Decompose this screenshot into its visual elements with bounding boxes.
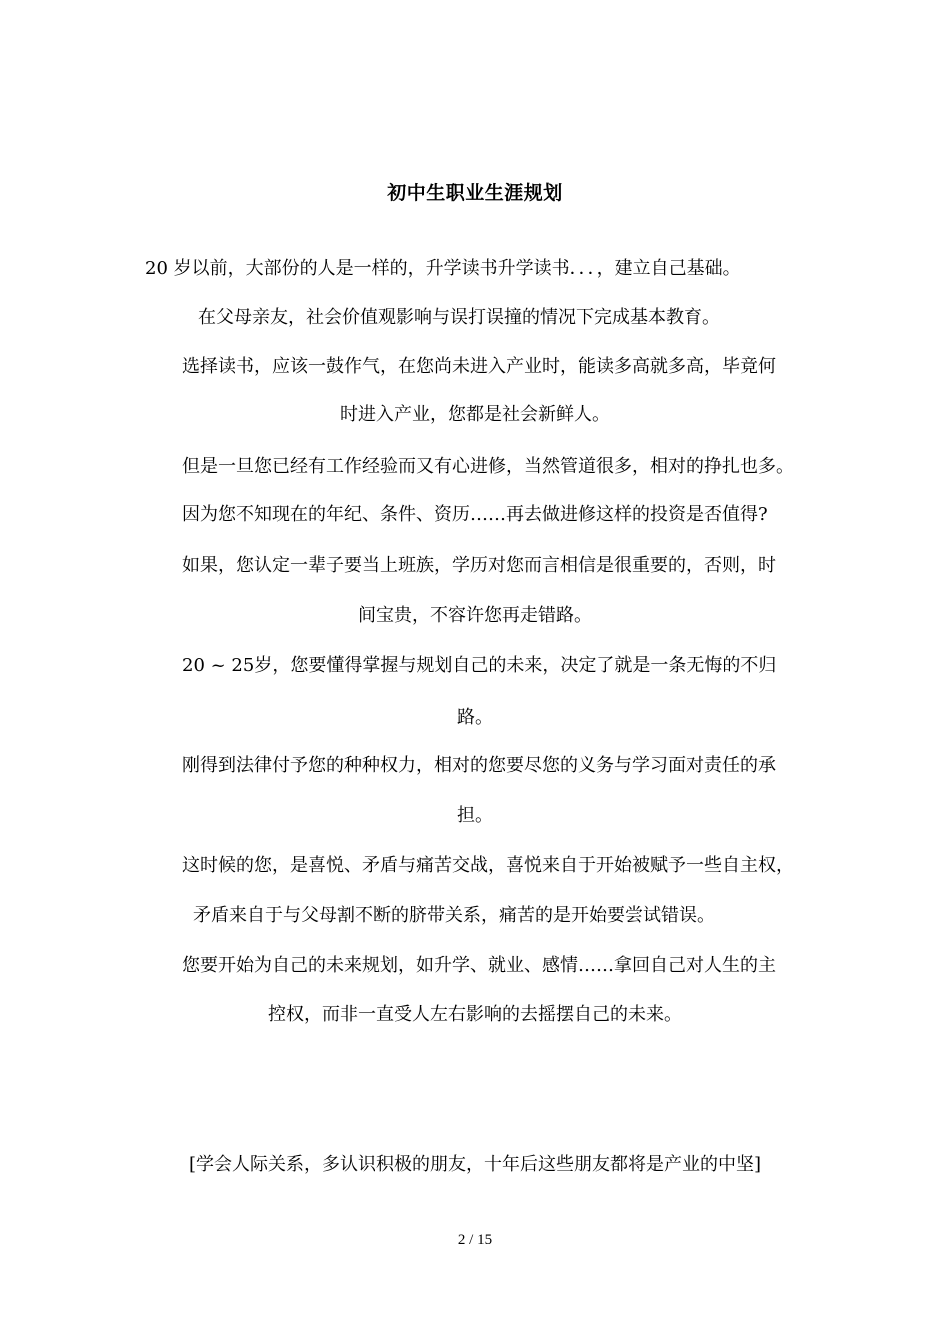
paragraph-line: 路。 xyxy=(457,707,493,728)
paragraph-line: 在父母亲友，社会价值观影响与误打误撞的情况下完成基本教育。 xyxy=(198,307,720,328)
paragraph-line: 因为您不知现在的年纪、条件、资历……再去做进修这样的投资是否值得? xyxy=(182,504,768,525)
page-number: 2 / 15 xyxy=(457,1232,493,1248)
paragraph-line: 这时候的您，是喜悦、矛盾与痛苦交战，喜悦来自于开始被赋予一些自主权， xyxy=(182,855,794,876)
page-title: 初中生职业生涯规划 xyxy=(387,182,563,204)
paragraph-line: 矛盾来自于与父母割不断的脐带关系，痛苦的是开始要尝试错误。 xyxy=(193,905,715,926)
paragraph-line: 时进入产业，您都是社会新鲜人。 xyxy=(340,404,610,425)
paragraph-line: 刚得到法律付予您的种种权力，相对的您要尽您的义务与学习面对责任的承 xyxy=(182,755,776,776)
paragraph-line: 控权，而非一直受人左右影响的去摇摆自己的未来。 xyxy=(268,1004,682,1025)
footer-note: [学会人际关系，多认识积极的朋友，十年后这些朋友都将是产业的中坚] xyxy=(188,1154,762,1175)
paragraph-line: 20 ~ 25岁，您要懂得掌握与规划自己的未来，决定了就是一条无悔的不归 xyxy=(182,655,777,676)
paragraph-line: 间宝贵，不容许您再走错路。 xyxy=(358,605,592,626)
paragraph-line: 选择读书，应该一鼓作气，在您尚未进入产业时，能读多高就多高，毕竟何 xyxy=(182,356,776,377)
paragraph-line: 如果，您认定一辈子要当上班族，学历对您而言相信是很重要的，否则，时 xyxy=(182,555,776,576)
paragraph-line: 担。 xyxy=(457,805,493,826)
paragraph-line: 您要开始为自己的未来规划，如升学、就业、感情……拿回自己对人生的主 xyxy=(182,955,776,976)
paragraph-line: 20 岁以前，大部份的人是一样的，升学读书升学读书．．．，建立自己基础。 xyxy=(145,258,741,279)
paragraph-line: 但是一旦您已经有工作经验而又有心进修，当然管道很多，相对的挣扎也多。 xyxy=(182,456,794,477)
